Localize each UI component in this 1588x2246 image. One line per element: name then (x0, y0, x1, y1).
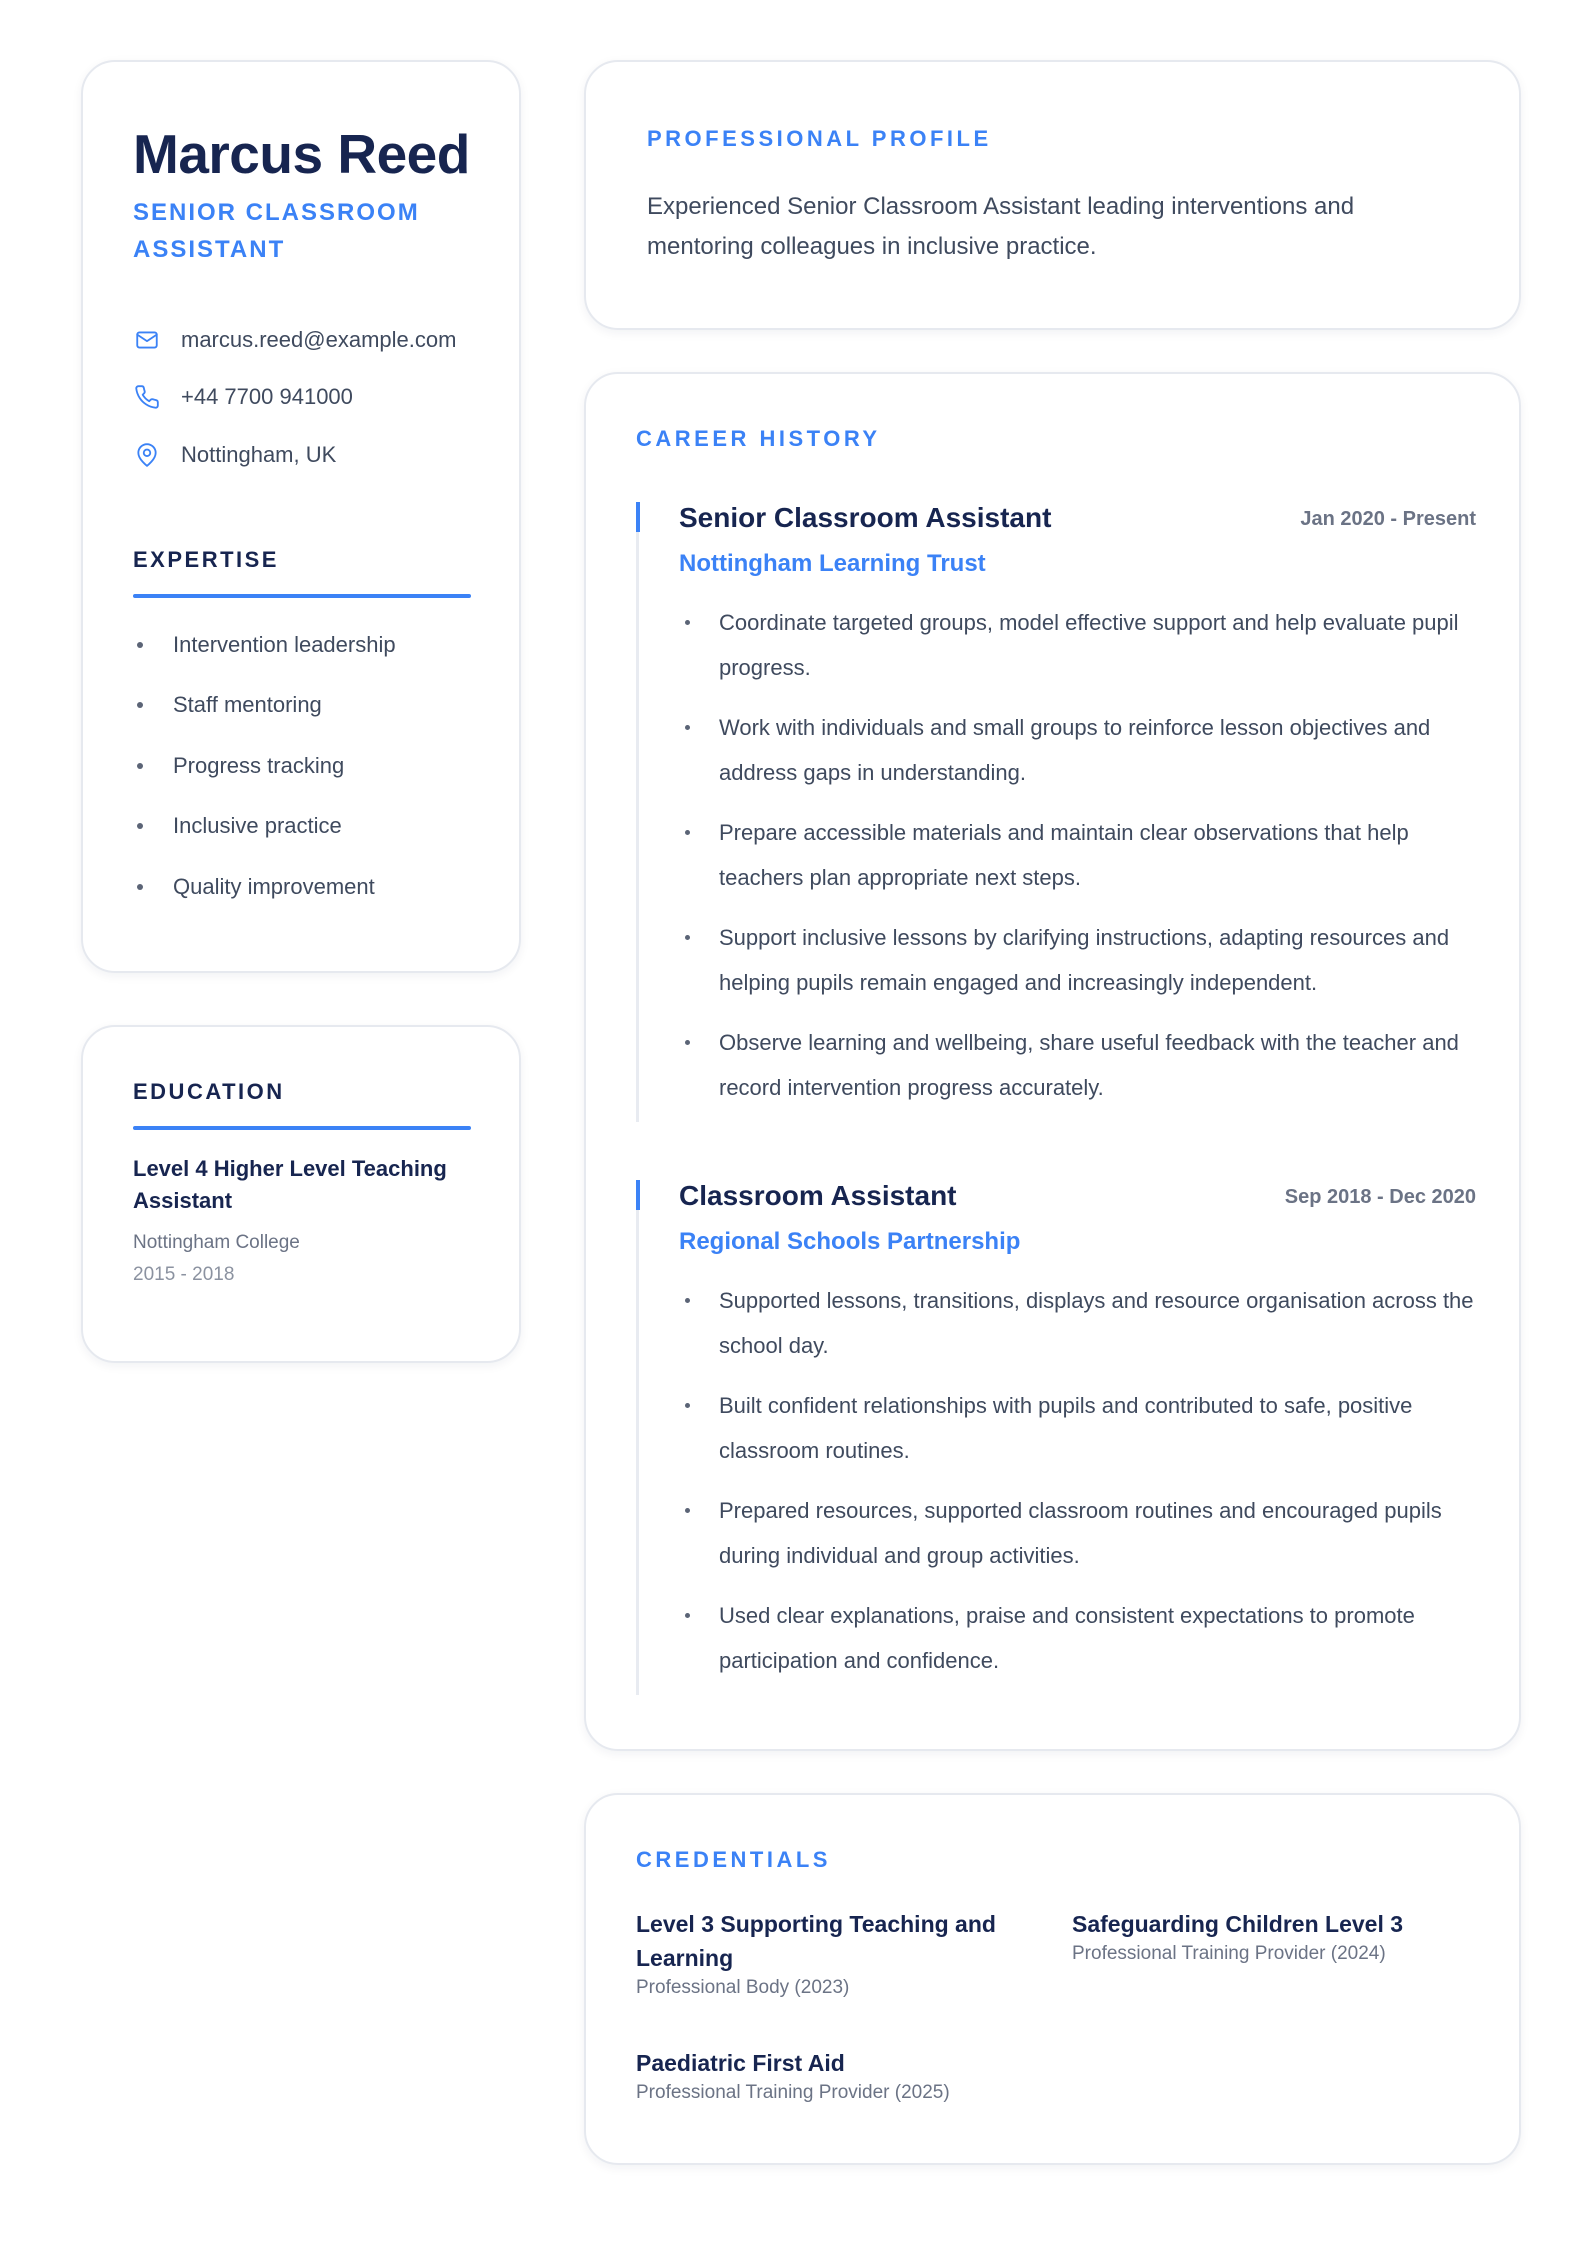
expertise-divider (133, 594, 471, 598)
expertise-item (133, 690, 322, 720)
job-dates: Jan 2020 - Present (1300, 508, 1476, 530)
contact-location-text: Nottingham, UK (181, 442, 337, 467)
education-heading: EDUCATION (133, 1079, 285, 1104)
expertise-item-text: Progress tracking (173, 753, 345, 778)
credential-issuer: Professional Training Provider (2024) (1072, 1943, 1386, 1964)
phone-icon (133, 383, 161, 411)
credential-item (636, 2046, 1036, 2104)
credential-name: Safeguarding Children Level 3 (1072, 1911, 1404, 1937)
credential-item (636, 1907, 1036, 1999)
profile-summary: Experienced Senior Classroom Assistant leading interventions and mentoring colleagues in inclusive practice. (647, 193, 1355, 260)
job-bullet: Support inclusive lessons by clarifying instructions, adapting resources and helping pupils remain engaged and increasingly independent. (679, 915, 1479, 1005)
job-bullet: Coordinate targeted groups, model effective support and help evaluate pupil progress. (679, 600, 1479, 690)
job-bullet: Work with individuals and small groups to reinforce lesson objectives and address gaps in understanding. (679, 705, 1479, 795)
credential-issuer: Professional Training Provider (2025) (636, 2082, 950, 2103)
credential-name: Paediatric First Aid (636, 2050, 845, 2076)
education-years: 2015 - 2018 (133, 1264, 235, 1285)
expertise-item-text: Inclusive practice (173, 813, 342, 838)
education-school: Nottingham College (133, 1232, 300, 1253)
career-heading: CAREER HISTORY (636, 426, 881, 451)
location-pin-icon (133, 441, 161, 469)
job-bullet: Supported lessons, transitions, displays and resource organisation across the school day. (679, 1278, 1479, 1368)
profile-card (584, 60, 1521, 330)
identity-card (81, 60, 521, 973)
job-bullet: Observe learning and wellbeing, share useful feedback with the teacher and record intervention progress accurately. (679, 1020, 1479, 1110)
expertise-item-text: Intervention leadership (173, 632, 396, 657)
bullet-dot (137, 823, 143, 829)
job-bullet: Prepare accessible materials and maintain clear observations that help teachers plan appropriate next steps. (679, 810, 1479, 900)
credentials-heading: CREDENTIALS (636, 1847, 831, 1872)
bullet-dot (137, 763, 143, 769)
contact-phone[interactable] (133, 382, 353, 412)
expertise-item (133, 811, 342, 841)
credential-item (1072, 1907, 1472, 1965)
job-responsibilities (679, 1278, 1479, 1698)
job-timeline-bar (636, 502, 639, 1122)
expertise-item (133, 630, 396, 660)
job-company: Regional Schools Partnership (679, 1228, 1021, 1255)
job-timeline-bar (636, 1180, 639, 1695)
contact-email[interactable] (133, 325, 456, 355)
expertise-item-text: Quality improvement (173, 874, 375, 899)
education-card (81, 1025, 521, 1363)
expertise-item (133, 872, 375, 902)
job-bullet: Prepared resources, supported classroom routines and encouraged pupils during individual and group activities. (679, 1488, 1479, 1578)
credential-name: Level 3 Supporting Teaching and Learning (636, 1911, 996, 1971)
candidate-role: SENIOR CLASSROOM ASSISTANT (133, 199, 420, 263)
expertise-item (133, 751, 344, 781)
expertise-heading: EXPERTISE (133, 547, 279, 572)
contact-email-text: marcus.reed@example.com (181, 327, 457, 352)
career-card (584, 372, 1521, 1751)
job-responsibilities (679, 600, 1479, 1125)
credentials-card (584, 1793, 1521, 2165)
job-dates: Sep 2018 - Dec 2020 (1284, 1186, 1476, 1208)
contact-phone-text: +44 7700 941000 (181, 384, 353, 409)
education-degree: Level 4 Higher Level Teaching Assistant (133, 1156, 447, 1213)
job-title: Classroom Assistant (679, 1180, 957, 1211)
job-bullet: Built confident relationships with pupils and contributed to safe, positive classroom routines. (679, 1383, 1479, 1473)
job-entry (636, 1180, 1476, 1695)
job-bullet: Used clear explanations, praise and consistent expectations to promote participation and confidence. (679, 1593, 1479, 1683)
credential-issuer: Professional Body (2023) (636, 1977, 850, 1998)
contact-location (133, 440, 336, 470)
expertise-item-text: Staff mentoring (173, 692, 322, 717)
job-title: Senior Classroom Assistant (679, 502, 1052, 533)
candidate-name: Marcus Reed (133, 123, 470, 185)
bullet-dot (137, 642, 143, 648)
bullet-dot (137, 884, 143, 890)
bullet-dot (137, 702, 143, 708)
mail-icon (133, 326, 161, 354)
education-divider (133, 1126, 471, 1130)
job-company: Nottingham Learning Trust (679, 550, 986, 577)
job-entry (636, 502, 1476, 1122)
profile-heading: PROFESSIONAL PROFILE (647, 126, 992, 151)
